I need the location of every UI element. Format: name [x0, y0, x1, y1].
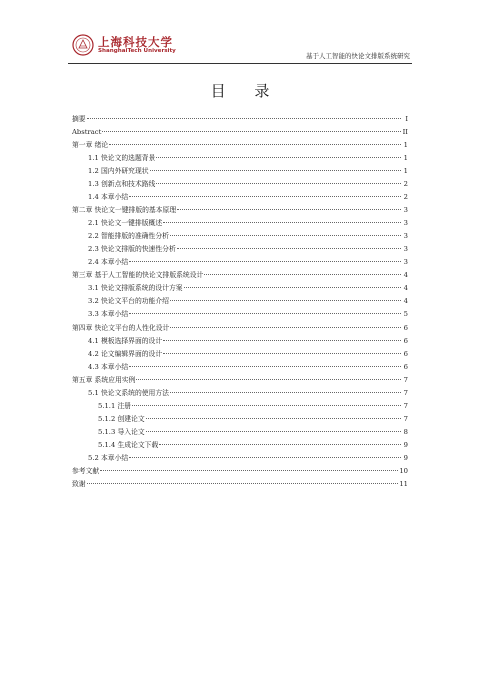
toc-entry-page: 1 [403, 141, 408, 150]
toc-entry[interactable] [72, 478, 408, 491]
toc-dot-leader [129, 313, 401, 314]
toc-dot-leader [146, 418, 401, 419]
toc-entry[interactable] [72, 165, 408, 178]
toc-dot-leader [136, 379, 401, 380]
toc-entry-label: 5.1 快论文系统的使用方法 [88, 388, 169, 397]
toc-entry-label: 1.4 本章小结 [88, 193, 129, 202]
toc-entry[interactable] [72, 465, 408, 478]
toc-entry[interactable] [72, 335, 408, 348]
toc-dot-leader [159, 444, 401, 445]
toc-dot-leader [146, 431, 401, 432]
toc-entry-page: 2 [403, 193, 408, 202]
toc-entry-page: 4 [403, 271, 408, 280]
toc-dot-leader [177, 209, 401, 210]
toc-entry[interactable] [72, 269, 408, 282]
toc-dot-leader [170, 235, 401, 236]
toc-entry-page: 6 [403, 362, 408, 371]
toc-entry[interactable] [72, 452, 408, 465]
toc-dot-leader [87, 483, 399, 484]
toc-entry-label: 5.1.2 创建论文 [98, 414, 145, 423]
toc-entry-page: 10 [399, 466, 408, 475]
toc-entry-label: 致谢 [72, 479, 86, 488]
toc-entry-page: 3 [403, 232, 408, 241]
page-header [68, 32, 412, 62]
toc-entry[interactable] [72, 348, 408, 361]
toc-entry-label: 1.2 国内外研究现状 [88, 167, 149, 176]
toc-entry-page: I [405, 115, 408, 123]
toc-dot-leader [184, 287, 401, 288]
toc-entry-label: 3.3 本章小结 [88, 310, 129, 319]
toc-entry[interactable] [72, 126, 408, 139]
toc-dot-leader [150, 170, 401, 171]
toc-entry[interactable] [72, 439, 408, 452]
logo-english-name: ShanghaiTech University [98, 48, 176, 54]
page-title: 目 录 [210, 82, 282, 100]
toc-entry-label: 5.1.3 导入论文 [98, 427, 145, 436]
toc-dot-leader [170, 392, 401, 393]
toc-entry-page: 11 [399, 479, 408, 488]
toc-entry-label: 第五章 系统应用实例 [72, 375, 136, 384]
toc-entry[interactable] [72, 217, 408, 230]
toc-dot-leader [100, 470, 398, 471]
toc-entry-page: 9 [403, 440, 408, 449]
toc-dot-leader [102, 131, 401, 132]
toc-entry-label: 5.1.4 生成论文下载 [98, 440, 159, 449]
toc-dot-leader [170, 300, 401, 301]
toc-dot-leader [129, 261, 401, 262]
toc-entry-label: 2.1 快论文一键排版概述 [88, 219, 163, 228]
toc-entry-label: 5.2 本章小结 [88, 453, 129, 462]
toc-dot-leader [170, 327, 401, 328]
toc-entry-page: 6 [403, 336, 408, 345]
toc-entry-label: 2.4 本章小结 [88, 258, 129, 267]
toc-entry[interactable] [72, 191, 408, 204]
toc-dot-leader [163, 222, 401, 223]
toc-entry-page: 4 [403, 284, 408, 293]
toc-entry-page: 9 [403, 453, 408, 462]
toc-dot-leader [129, 457, 401, 458]
header-rule [68, 63, 412, 64]
toc-entry-label: 第一章 绪论 [72, 141, 109, 150]
toc-dot-leader [156, 183, 401, 184]
toc-entry[interactable] [72, 361, 408, 374]
logo-chinese-name: 上海科技大学 [98, 35, 173, 49]
toc-entry-page: 7 [403, 414, 408, 423]
toc-entry-page: II [402, 128, 408, 137]
toc-entry-label: 4.1 模板选择界面的设计 [88, 336, 163, 345]
toc-entry[interactable] [72, 374, 408, 387]
table-of-contents [72, 113, 408, 491]
toc-entry[interactable] [72, 295, 408, 308]
toc-entry-page: 7 [403, 401, 408, 410]
toc-entry[interactable] [72, 178, 408, 191]
toc-entry[interactable] [72, 243, 408, 256]
toc-entry-label: 4.3 本章小结 [88, 362, 129, 371]
toc-entry-page: 3 [403, 219, 408, 228]
toc-entry[interactable] [72, 256, 408, 269]
toc-entry-label: 第四章 快论文平台的人性化设计 [72, 323, 170, 332]
toc-entry[interactable] [72, 139, 408, 152]
toc-entry-page: 1 [403, 167, 408, 176]
toc-dot-leader [204, 274, 401, 275]
toc-entry-page: 6 [403, 349, 408, 358]
toc-entry-page: 2 [403, 180, 408, 189]
toc-dot-leader [87, 118, 401, 119]
toc-entry-page: 4 [403, 297, 408, 306]
toc-entry[interactable] [72, 413, 408, 426]
toc-entry-label: 5.1.1 注册 [98, 401, 132, 410]
toc-entry-label: 第三章 基于人工智能的快论文排版系统设计 [72, 271, 204, 280]
toc-entry-label: 4.2 论文编辑界面的设计 [88, 349, 163, 358]
toc-dot-leader [109, 144, 401, 145]
toc-entry[interactable] [72, 322, 408, 335]
toc-entry-label: 2.2 智能排版的准确性分析 [88, 232, 169, 241]
university-seal-icon [72, 34, 94, 56]
toc-entry-label: Abstract [72, 128, 102, 137]
toc-entry-page: 8 [403, 427, 408, 436]
toc-entry-page: 3 [403, 245, 408, 254]
toc-entry[interactable] [72, 113, 408, 126]
toc-entry[interactable] [72, 204, 408, 217]
toc-entry-label: 第二章 快论文一键排版的基本原理 [72, 206, 177, 215]
toc-entry[interactable] [72, 426, 408, 439]
toc-dot-leader [156, 157, 401, 158]
toc-entry[interactable] [72, 400, 408, 413]
toc-entry-page: 3 [403, 206, 408, 215]
toc-entry-label: 1.1 快论文的选题背景 [88, 154, 156, 163]
toc-entry-page: 3 [403, 258, 408, 267]
toc-entry-label: 参考文献 [72, 466, 100, 475]
toc-dot-leader [132, 405, 401, 406]
toc-dot-leader [163, 353, 401, 354]
toc-entry-label: 3.1 快论文排版系统的设计方案 [88, 284, 183, 293]
toc-entry-page: 6 [403, 323, 408, 332]
toc-dot-leader [129, 196, 401, 197]
toc-entry-label: 3.2 快论文平台的功能介绍 [88, 297, 169, 306]
toc-dot-leader [129, 366, 401, 367]
toc-entry-page: 7 [403, 375, 408, 384]
toc-entry[interactable] [72, 152, 408, 165]
toc-dot-leader [163, 340, 401, 341]
toc-entry[interactable] [72, 387, 408, 400]
toc-entry-label: 2.3 快论文排版的快速性分析 [88, 245, 176, 254]
toc-dot-leader [177, 248, 401, 249]
running-title: 基于人工智能的快论文排版系统研究 [306, 52, 410, 60]
toc-entry-label: 1.3 创新点和技术路线 [88, 180, 156, 189]
toc-entry[interactable] [72, 230, 408, 243]
toc-entry-label: 摘要 [72, 115, 86, 123]
toc-entry[interactable] [72, 282, 408, 295]
toc-entry-page: 5 [403, 310, 408, 319]
toc-entry[interactable] [72, 308, 408, 321]
toc-entry-page: 1 [403, 154, 408, 163]
toc-entry-page: 7 [403, 388, 408, 397]
